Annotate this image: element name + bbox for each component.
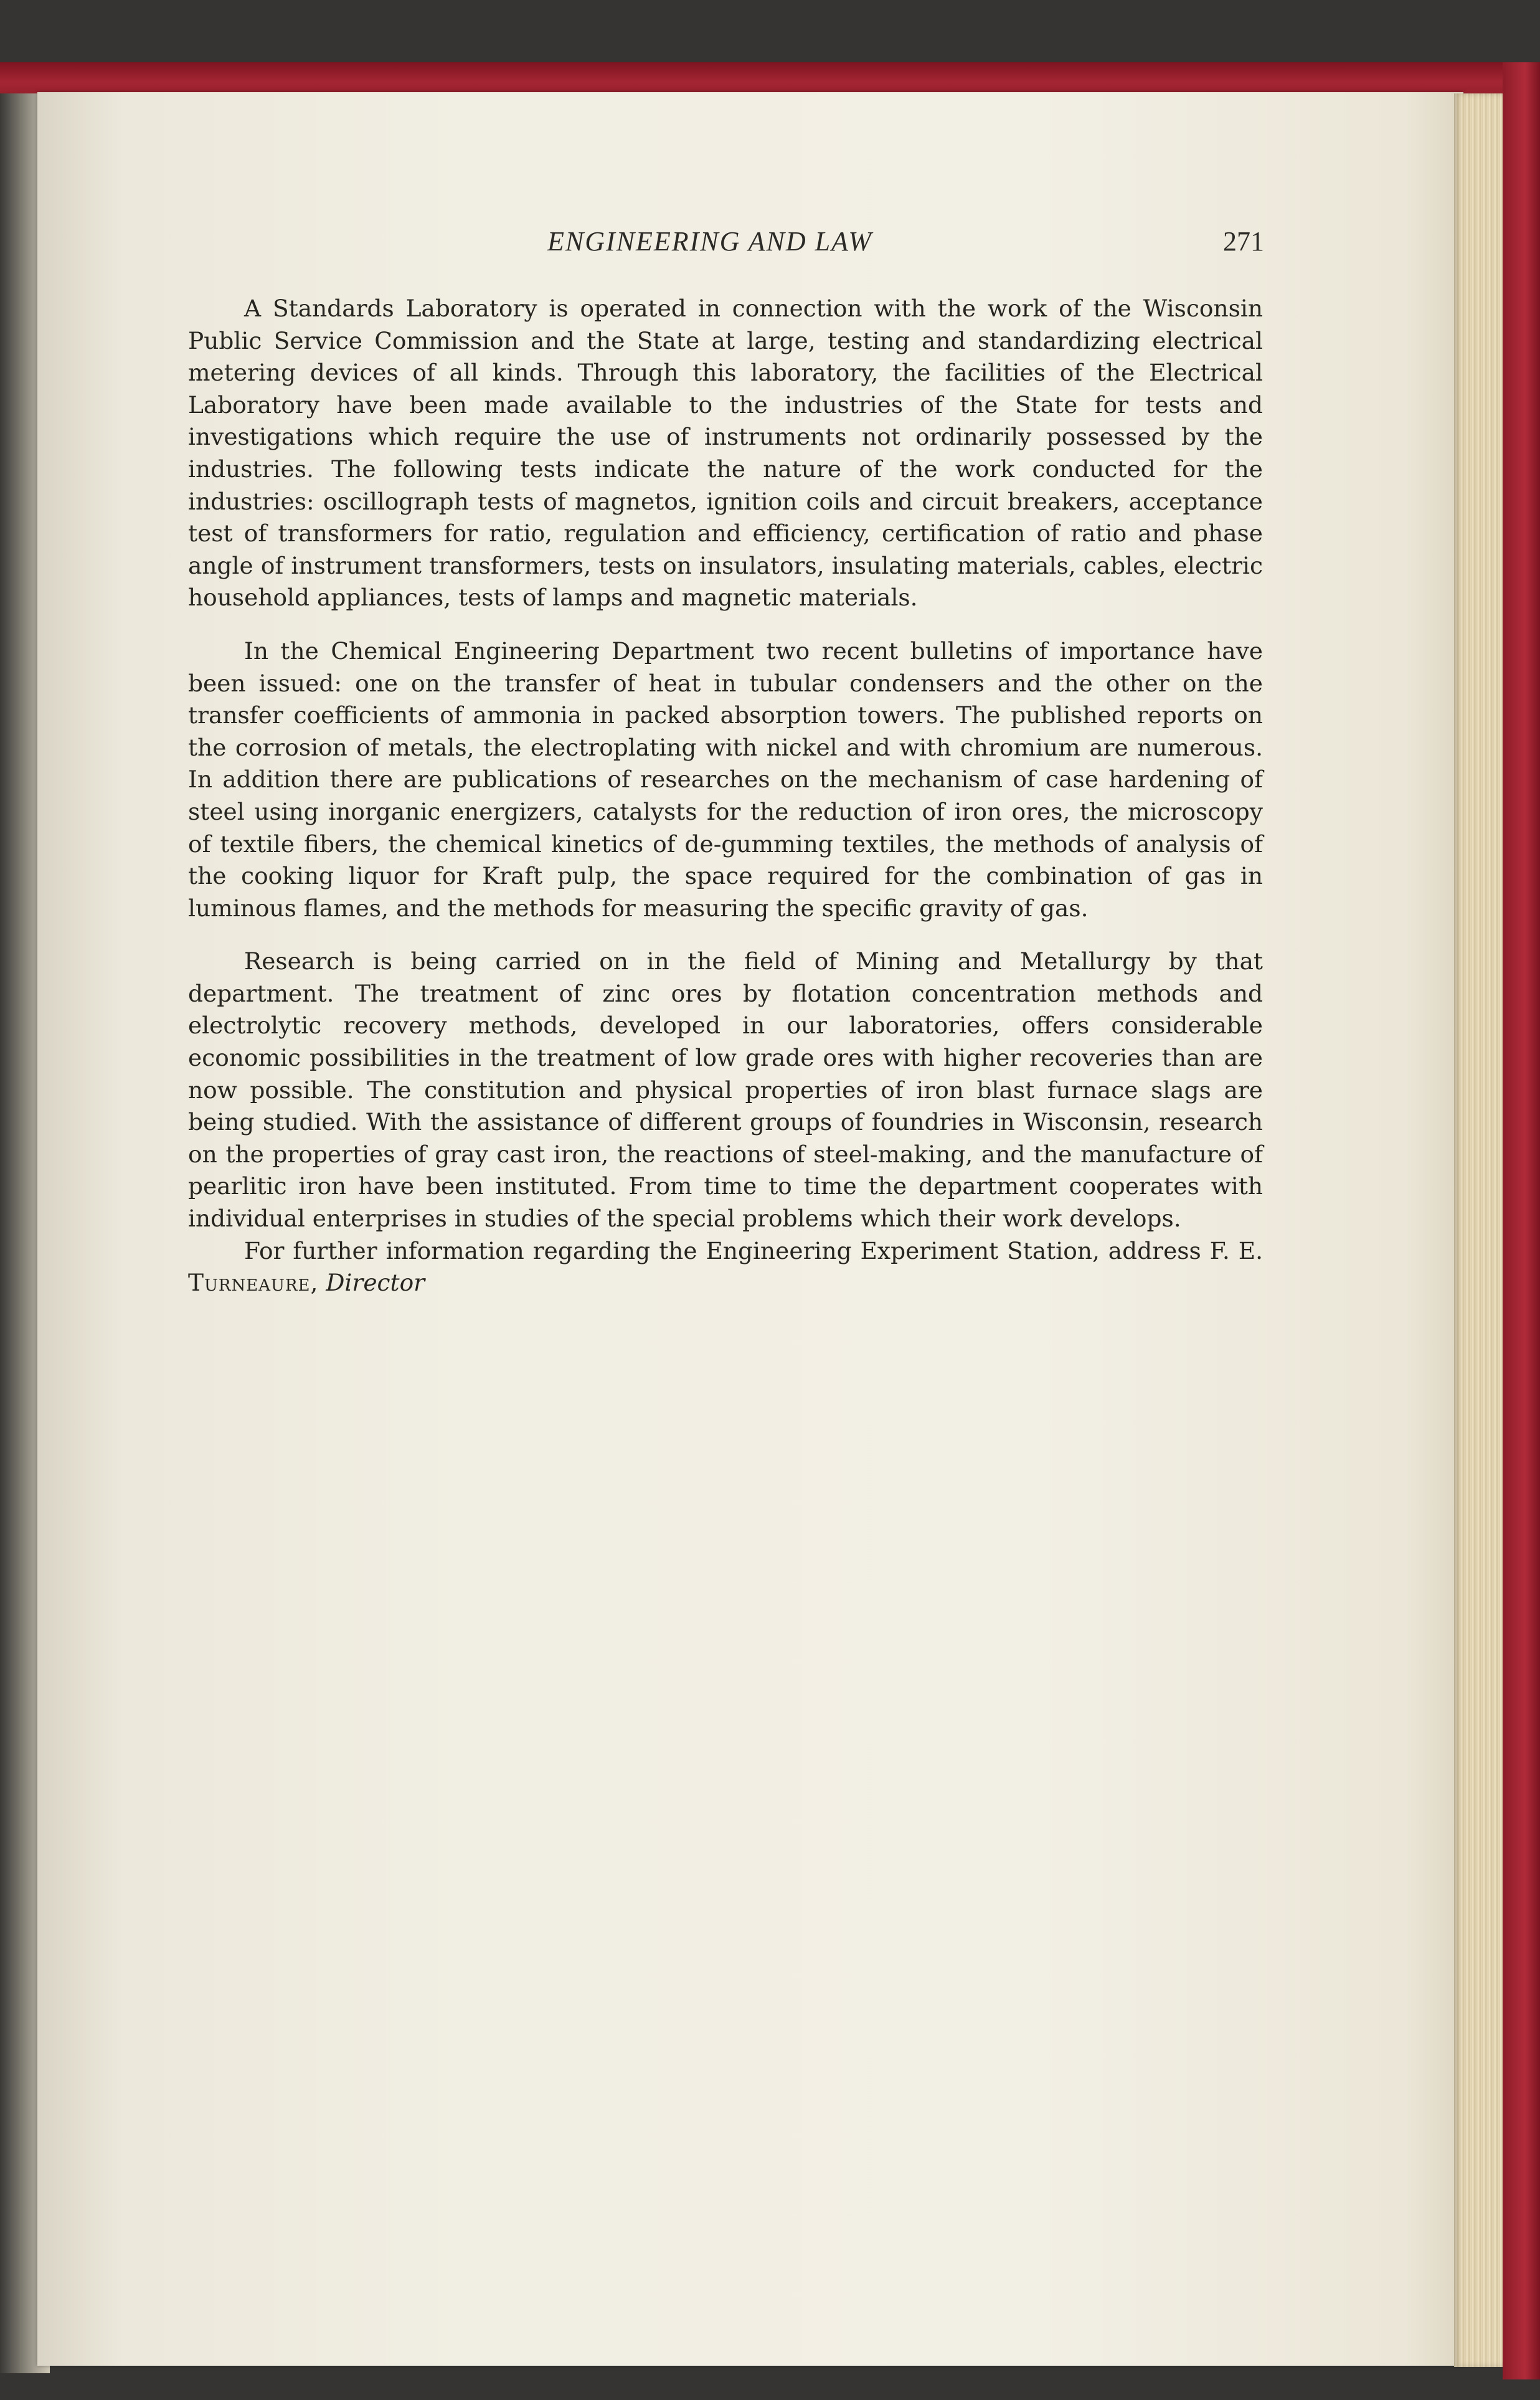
book-binding-right xyxy=(1503,62,1540,2379)
running-title: ENGINEERING AND LAW xyxy=(547,226,872,257)
page-number: 271 xyxy=(1223,226,1264,257)
page-stack-edge xyxy=(1454,93,1510,2367)
paragraph-standards-laboratory: A Standards Laboratory is operated in connection with the work of the Wisconsin Public Service Commission and the State at large, testing and standardizing electrical metering devices of all kinds. Through this laboratory, the facilities of the Electrical Laboratory have been made available to the industries of the State for tests and investigations which require the use of instruments not ordinarily possessed by the industries. The following tests indicate the nature of the work conducted for the industries: oscillograph tests of magnetos, ignition coils and circuit breakers, acceptance test of transformers for ratio, regulation and efficiency, certification of ratio and phase angle of instrument transformers, tests on insulators, insulating materials, cables, electric household appliances, tests of lamps and magnetic materials. xyxy=(188,295,1263,612)
body-text xyxy=(188,293,1263,1299)
paragraph-chemical-engineering: In the Chemical Engineering Department two recent bulletins of importance have been issued: one on the transfer of heat in tubular condensers and the other on the transfer coefficients of ammonia in packed absorption towers. The published reports on the corrosion of metals, the electroplating with nickel and with chromium are numerous. In addition there are publications of researches on the mechanism of case hardening of steel using inorganic energizers, catalysts for the reduction of iron ores, the microscopy of textile fibers, the chemical kinetics of de-gumming textiles, the methods of analysis of the cooking liquor for Kraft pulp, the space required for the combination of gas in luminous flames, and the methods for measuring the specific gravity of gas. xyxy=(188,637,1263,922)
director-name: Turneaure, xyxy=(188,1269,319,1297)
running-header xyxy=(156,225,1264,263)
director-title: Director xyxy=(326,1269,425,1297)
closing-text: For further information regarding the Engineering Experiment Station, address F. E. xyxy=(244,1236,1263,1264)
paragraph-mining-metallurgy: Research is being carried on in the field of Mining and Metallurgy by that department. The treatment of zinc ores by flotation concentration methods and electrolytic recovery methods, developed in our laboratories, offers considerable economic possibilities in the treatment of low grade ores with higher recoveries than are now possible. The constitution and physical properties of iron blast furnace slags are being studied. With the assistance of different groups of foundries in Wisconsin, research on the properties of gray cast iron, the reactions of steel-making, and the manufacture of pearlitic iron have been instituted. From time to time the department cooperates with individual enterprises in studies of the special problems which their work develops. xyxy=(188,947,1263,1233)
paragraph-further-information xyxy=(188,1235,1263,1299)
